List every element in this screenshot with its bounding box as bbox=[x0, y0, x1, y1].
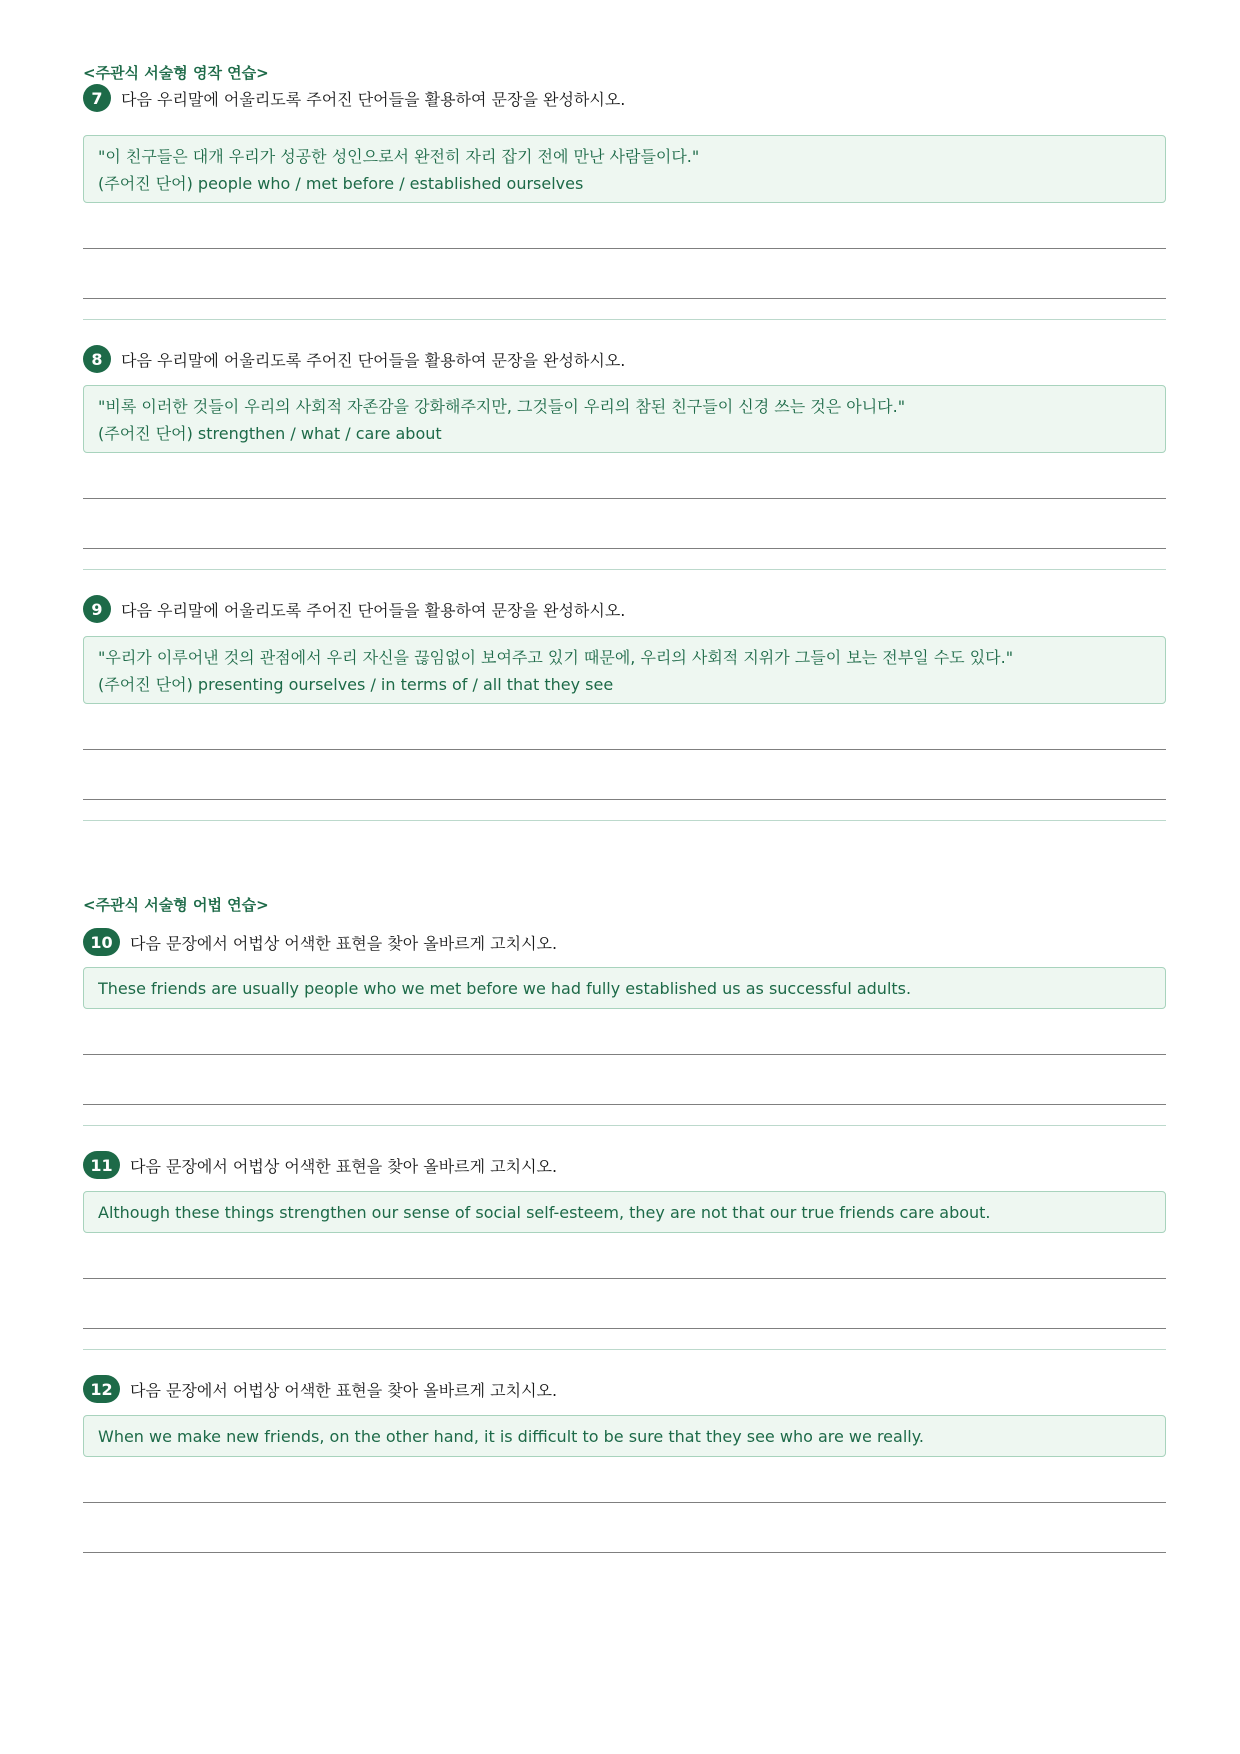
question-number-badge: 12 bbox=[83, 1375, 120, 1403]
korean-sentence: "비록 이러한 것들이 우리의 사회적 자존감을 강화해주지만, 그것들이 우리의 참된 친구들이 신경 쓰는 것은 아니다." bbox=[98, 397, 906, 416]
question-12-sentence-box bbox=[83, 1415, 1166, 1457]
given-words: (주어진 단어) people who / met before / established ourselves bbox=[98, 174, 584, 193]
answer-line[interactable] bbox=[83, 799, 1166, 800]
answer-line[interactable] bbox=[83, 1278, 1166, 1279]
question-number-badge: 8 bbox=[83, 345, 111, 373]
question-divider bbox=[83, 1349, 1166, 1350]
question-number-badge: 7 bbox=[83, 84, 111, 112]
given-words: (주어진 단어) strengthen / what / care about bbox=[98, 424, 442, 443]
answer-line[interactable] bbox=[83, 1502, 1166, 1503]
question-instruction: 다음 문장에서 어법상 어색한 표현을 찾아 올바르게 고치시오. bbox=[130, 933, 558, 953]
answer-line[interactable] bbox=[83, 248, 1166, 249]
question-instruction: 다음 우리말에 어울리도록 주어진 단어들을 활용하여 문장을 완성하시오. bbox=[121, 600, 626, 620]
korean-sentence: "이 친구들은 대개 우리가 성공한 성인으로서 완전히 자리 잡기 전에 만난 사람들이다." bbox=[98, 147, 700, 166]
given-words: (주어진 단어) presenting ourselves / in terms of / all that they see bbox=[98, 675, 614, 694]
question-number-badge: 10 bbox=[83, 928, 120, 956]
question-number-badge: 9 bbox=[83, 595, 111, 623]
question-instruction: 다음 문장에서 어법상 어색한 표현을 찾아 올바르게 고치시오. bbox=[130, 1156, 558, 1176]
answer-line[interactable] bbox=[83, 1552, 1166, 1553]
question-divider bbox=[83, 1125, 1166, 1126]
error-sentence: When we make new friends, on the other hand, it is difficult to be sure that they see who are we really. bbox=[98, 1427, 924, 1446]
question-divider bbox=[83, 820, 1166, 821]
answer-line[interactable] bbox=[83, 548, 1166, 549]
answer-line[interactable] bbox=[83, 1328, 1166, 1329]
question-7-header bbox=[83, 83, 625, 113]
question-10-sentence-box bbox=[83, 967, 1166, 1009]
korean-sentence: "우리가 이루어낸 것의 관점에서 우리 자신을 끊임없이 보여주고 있기 때문에, 우리의 사회적 지위가 그들이 보는 전부일 수도 있다." bbox=[98, 648, 1014, 667]
question-instruction: 다음 우리말에 어울리도록 주어진 단어들을 활용하여 문장을 완성하시오. bbox=[121, 89, 626, 109]
answer-line[interactable] bbox=[83, 1054, 1166, 1055]
question-12-header bbox=[83, 1374, 557, 1404]
error-sentence: These friends are usually people who we met before we had fully established us as successful adults. bbox=[98, 979, 912, 998]
answer-line[interactable] bbox=[83, 749, 1166, 750]
section-title-writing: <주관식 서술형 영작 연습> bbox=[83, 64, 269, 82]
question-9-prompt-box bbox=[83, 636, 1166, 704]
answer-line[interactable] bbox=[83, 1104, 1166, 1105]
question-9-header bbox=[83, 594, 625, 624]
question-divider bbox=[83, 319, 1166, 320]
section-title-grammar: <주관식 서술형 어법 연습> bbox=[83, 896, 269, 914]
question-11-sentence-box bbox=[83, 1191, 1166, 1233]
answer-line[interactable] bbox=[83, 298, 1166, 299]
answer-line[interactable] bbox=[83, 498, 1166, 499]
question-10-header bbox=[83, 927, 557, 957]
question-instruction: 다음 우리말에 어울리도록 주어진 단어들을 활용하여 문장을 완성하시오. bbox=[121, 350, 626, 370]
question-8-prompt-box bbox=[83, 385, 1166, 453]
question-8-header bbox=[83, 344, 625, 374]
question-instruction: 다음 문장에서 어법상 어색한 표현을 찾아 올바르게 고치시오. bbox=[130, 1380, 558, 1400]
question-divider bbox=[83, 569, 1166, 570]
question-7-prompt-box bbox=[83, 135, 1166, 203]
question-11-header bbox=[83, 1150, 557, 1180]
error-sentence: Although these things strengthen our sense of social self-esteem, they are not that our true friends care about. bbox=[98, 1203, 991, 1222]
question-number-badge: 11 bbox=[83, 1151, 120, 1179]
